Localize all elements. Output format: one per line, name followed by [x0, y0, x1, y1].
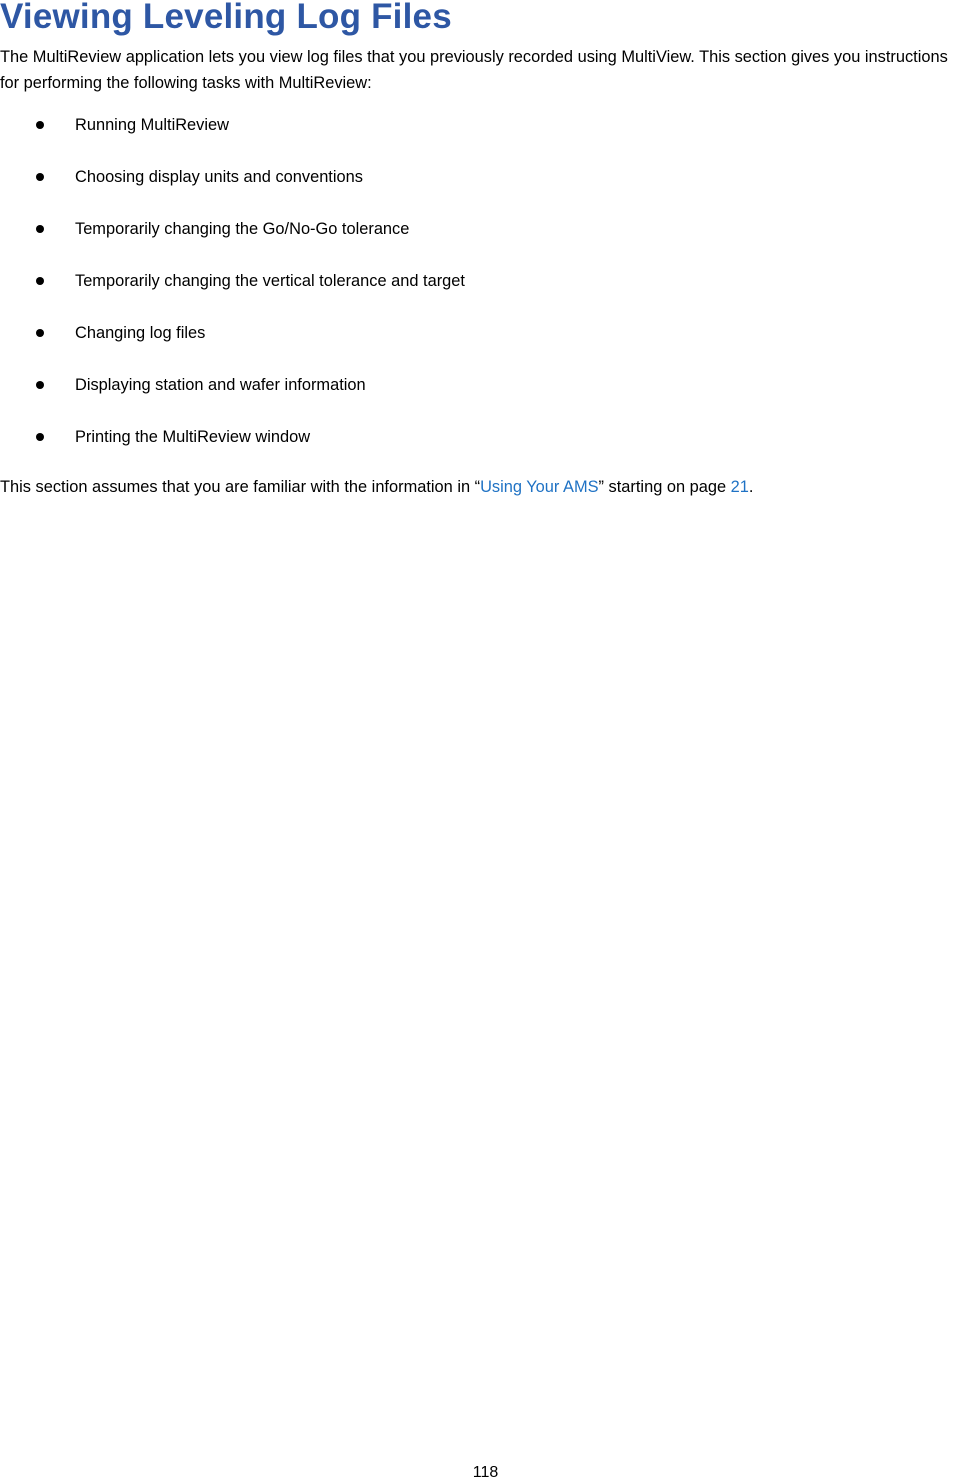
list-item-text: Changing log files [75, 324, 206, 342]
closing-paragraph [0, 474, 753, 500]
closing-middle: ” starting on page [598, 478, 731, 496]
list-item-text: Running MultiReview [75, 116, 229, 134]
bullet-icon [36, 277, 44, 285]
list-item [0, 268, 700, 320]
bullet-icon [36, 121, 44, 129]
list-item [0, 216, 700, 268]
page-title: Viewing Leveling Log Files [0, 0, 452, 36]
list-item-text: Choosing display units and conventions [75, 168, 363, 186]
task-list [0, 112, 700, 476]
closing-prefix: This section assumes that you are familiar with the information in “ [0, 478, 481, 496]
page-reference-link[interactable]: 21 [730, 478, 749, 496]
bullet-icon [36, 173, 44, 181]
list-item-text: Temporarily changing the Go/No-Go tolerance [75, 220, 410, 238]
using-your-ams-link[interactable]: Using Your AMS [480, 478, 599, 496]
list-item-text: Displaying station and wafer information [75, 376, 366, 394]
list-item-text: Temporarily changing the vertical tolerance and target [75, 272, 465, 290]
bullet-icon [36, 225, 44, 233]
list-item-text: Printing the MultiReview window [75, 428, 311, 446]
intro-paragraph: The MultiReview application lets you view log files that you previously recorded using MultiView. This section gives you instructions for performing the following tasks with MultiReview: [0, 48, 948, 92]
bullet-icon [36, 329, 44, 337]
list-item [0, 164, 700, 216]
list-item [0, 372, 700, 424]
list-item [0, 424, 700, 476]
list-item [0, 112, 700, 164]
bullet-icon [36, 433, 44, 441]
page-number: 118 [472, 1464, 499, 1481]
closing-suffix: . [748, 478, 754, 496]
list-item [0, 320, 700, 372]
bullet-icon [36, 381, 44, 389]
